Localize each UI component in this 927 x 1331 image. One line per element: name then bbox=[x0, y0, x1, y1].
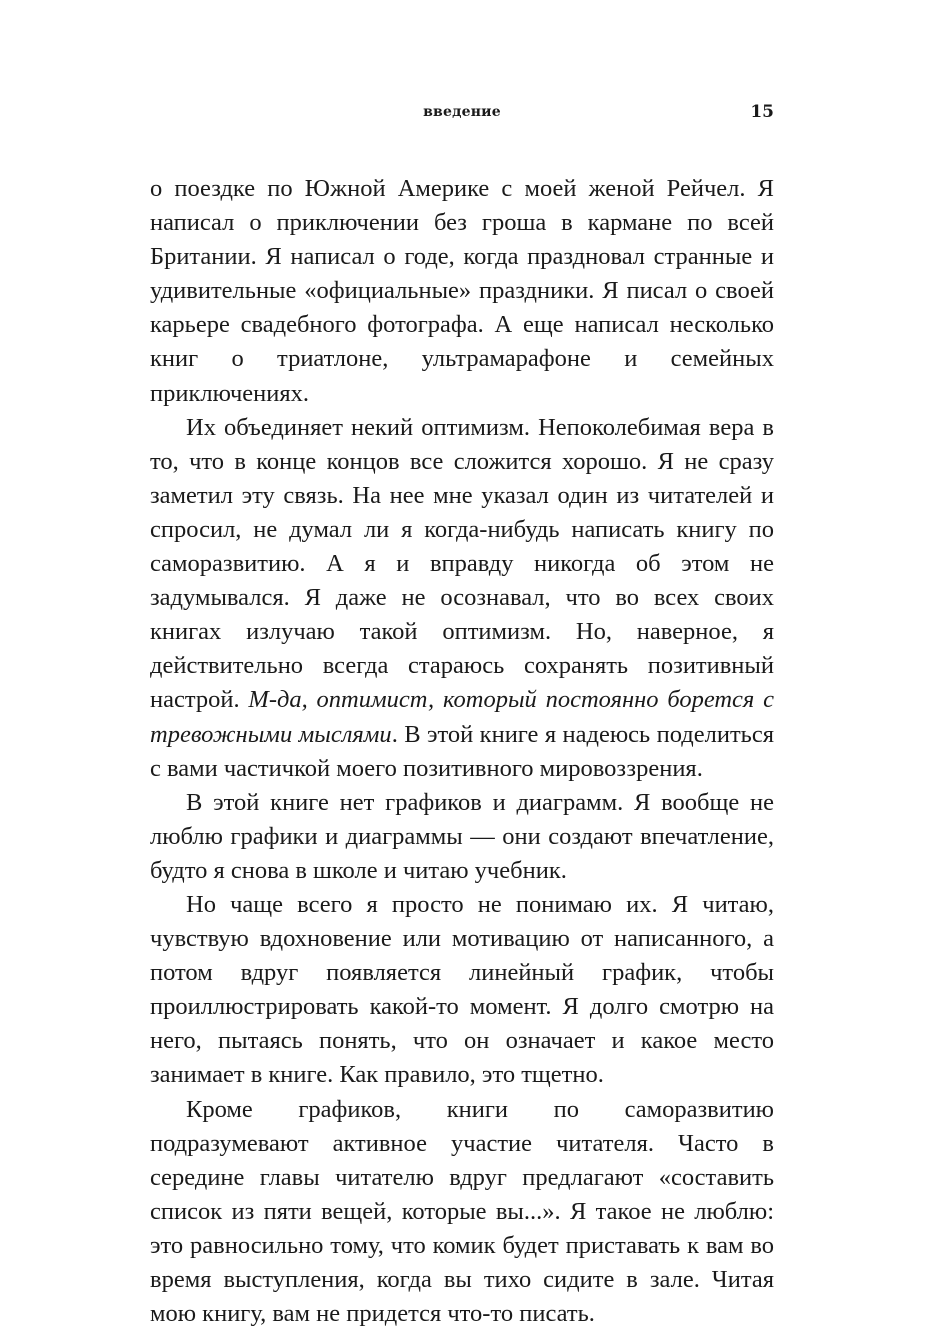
paragraph-3: В этой книге нет графиков и диаграмм. Я вообще не люблю графики и диаграммы — они создают впечатление, будто я снова в школе и читаю учебник. bbox=[150, 788, 774, 884]
paragraph-2-text-start: Их объединяет некий оптимизм. Непоколебимая вера в то, что в конце концов все сложится хорошо. Я не сразу заметил эту связь. На нее мне указал один из читателей и спросил, не думал ли я когда-нибудь написать книгу по саморазвитию. А я и вправду никогда об этом не задумывался. Я даже не осознавал, что во всех своих книгах излучаю такой оптимизм. Но, наверное, я действительно всегда стараюсь сохранять позитивный настрой. bbox=[150, 413, 774, 714]
running-head bbox=[150, 104, 774, 128]
paragraph-5: Кроме графиков, книги по саморазвитию подразумевают активное участие читателя. Часто в середине главы читателю вдруг предлагают «составить список из пяти вещей, которые вы...». Я такое не люблю: это равносильно тому, что комик будет приставать к вам во время выступления, когда вы тихо сидите в зале. Читая мою книгу, вам не придется что-то писать. bbox=[150, 1095, 774, 1328]
paragraph-2-italic-remark: М-да, оптимист, который постоянно борется с тревожными мыслями bbox=[150, 686, 774, 748]
page-number: 15 bbox=[750, 102, 774, 122]
paragraph-4: Но чаще всего я просто не понимаю их. Я читаю, чувствую вдохновение или мотивацию от написанного, а потом вдруг появляется линейный график, чтобы проиллюстрировать какой-то момент. Я долго смотрю на него, пытаясь понять, что он означает и какое место занимает в книге. Как правило, это тщетно. bbox=[150, 890, 774, 1089]
paragraph-2 bbox=[150, 411, 774, 786]
paragraph-2-text-end: . В этой книге я надеюсь поделиться с вами частичкой моего позитивного мировоззрения. bbox=[150, 720, 774, 782]
paragraph-1: о поездке по Южной Америке с моей женой Рейчел. Я написал о приключении без гроша в кармане по всей Британии. Я написал о годе, когда праздновал странные и удивительные «официальные» праздники. Я писал о своей карьере свадебного фотографа. А еще написал несколько книг о триатлоне, ультрамарафоне и семейных приключениях. bbox=[150, 175, 774, 407]
section-title: введение bbox=[423, 104, 501, 120]
body-text bbox=[150, 172, 774, 1331]
